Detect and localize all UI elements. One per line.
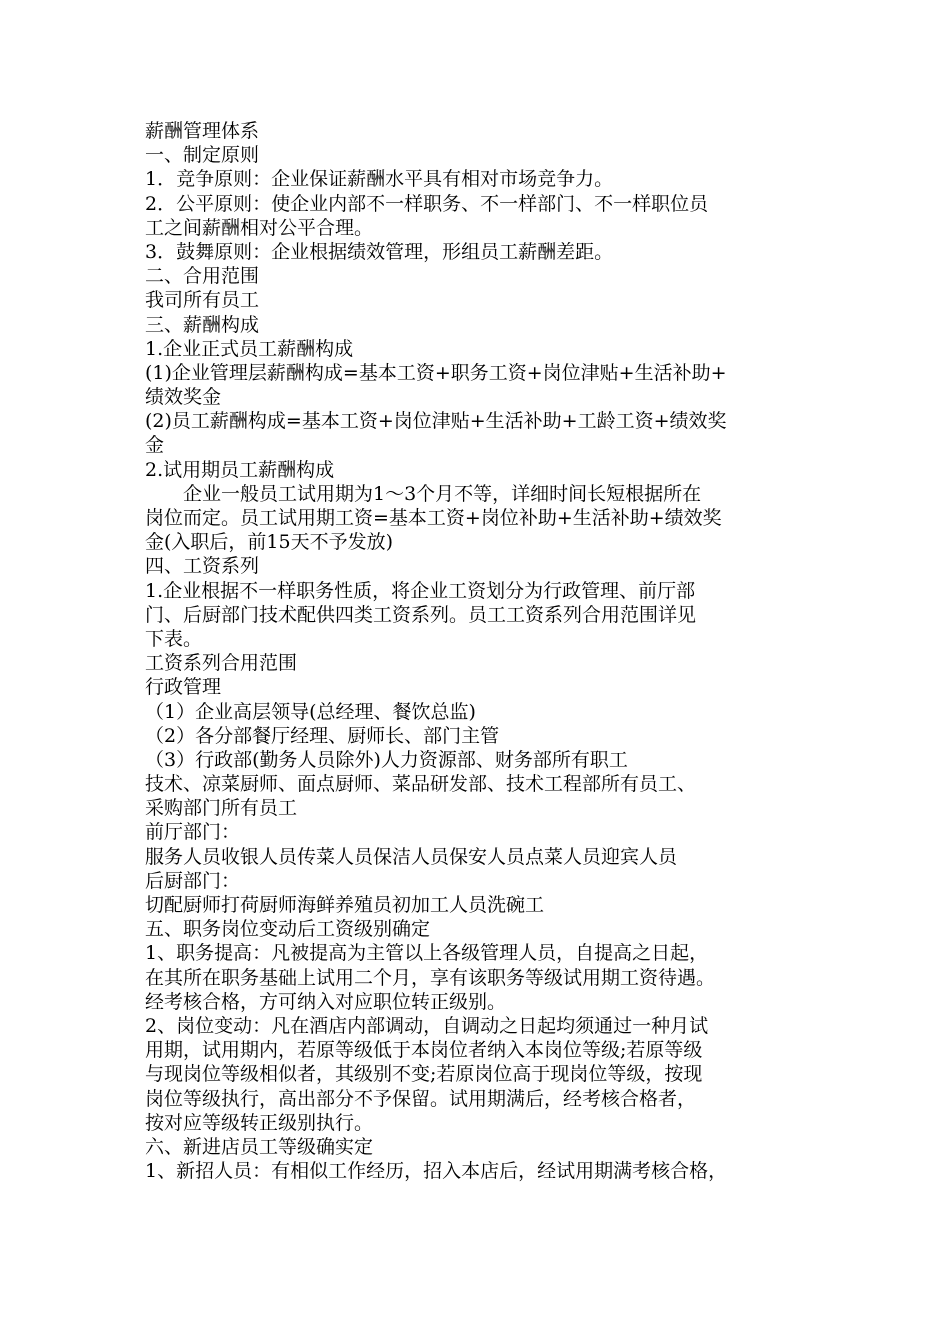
text-line: （2）各分部餐厅经理、厨师长、部门主管 (145, 724, 500, 747)
text-line: 按对应等级转正级别执行。 (145, 1111, 374, 1134)
section-heading: 三、薪酬构成 (145, 313, 260, 336)
text-line: （1）企业高层领导(总经理、餐饮总监) (145, 700, 476, 723)
text-line: (2)员工薪酬构成=基本工资+岗位津贴+生活补助+工龄工资+绩效奖 (145, 410, 727, 433)
text-line: 1．竞争原则：企业保证薪酬水平具有相对市场竞争力。 (145, 168, 614, 191)
section-heading: 六、新进店员工等级确实定 (145, 1135, 374, 1158)
text-line: 3．鼓舞原则：企业根据绩效管理，形组员工薪酬差距。 (145, 240, 614, 263)
text-line: 2．公平原则：使企业内部不一样职务、不一样部门、不一样职位员 (145, 192, 709, 215)
text-line: 前厅部门： (145, 821, 241, 844)
section-heading: 五、职务岗位变动后工资级别确定 (145, 918, 431, 941)
text-line: 后厨部门： (145, 869, 241, 892)
text-line: 工之间薪酬相对公平合理。 (145, 216, 374, 239)
text-line: 工资系列合用范围 (145, 652, 298, 675)
document-body (145, 119, 835, 1183)
text-line: 与现岗位等级相似者，其级别不变;若原岗位高于现岗位等级，按现 (145, 1063, 703, 1086)
section-heading: 一、制定原则 (145, 144, 260, 167)
text-line: 服务人员收银人员传菜人员保洁人员保安人员点菜人员迎宾人员 (145, 845, 678, 868)
text-line: 1.企业正式员工薪酬构成 (145, 337, 354, 360)
text-line: 切配厨师打荷厨师海鲜养殖员初加工人员洗碗工 (145, 894, 545, 916)
text-line: （3）行政部(勤务人员除外)人力资源部、财务部所有职工 (145, 748, 628, 771)
text-line: 金(入职后，前15天不予发放) (145, 531, 394, 554)
text-line: 行政管理 (145, 676, 222, 699)
text-line: 采购部门所有员工 (145, 797, 298, 820)
text-line: 1.企业根据不一样职务性质，将企业工资划分为行政管理、前厅部 (145, 579, 696, 602)
text-line: 岗位而定。员工试用期工资=基本工资+岗位补助+生活补助+绩效奖 (145, 507, 722, 529)
text-line: 2.试用期员工薪酬构成 (145, 458, 335, 481)
section-heading: 四、工资系列 (145, 555, 260, 578)
text-line: 金 (145, 434, 165, 457)
text-line: 绩效奖金 (145, 386, 222, 409)
text-line: 经考核合格，方可纳入对应职位转正级别。 (145, 990, 507, 1013)
text-line: 在其所在职务基础上试用二个月，享有该职务等级试用期工资待遇。 (145, 966, 716, 989)
text-line: 下表。 (145, 627, 203, 650)
text-line: 门、后厨部门技术配供四类工资系列。员工工资系列合用范围详见 (145, 603, 697, 626)
text-line: 1、新招人员：有相似工作经历，招入本店后，经试用期满考核合格， (145, 1160, 728, 1183)
text-line: 我司所有员工 (145, 289, 260, 312)
section-heading: 二、合用范围 (145, 265, 260, 288)
text-line: (1)企业管理层薪酬构成=基本工资+职务工资+岗位津贴+生活补助+ (145, 361, 727, 384)
text-line: 2、岗位变动：凡在酒店内部调动，自调动之日起均须通过一种月试 (145, 1014, 709, 1037)
text-line: 企业一般员工试用期为1～3个月不等，详细时间长短根据所在 (183, 482, 702, 505)
text-line: 技术、凉菜厨师、面点厨师、菜品研发部、技术工程部所有员工、 (145, 773, 697, 796)
document-title: 薪酬管理体系 (145, 120, 260, 142)
text-line: 用期，试用期内，若原等级低于本岗位者纳入本岗位等级;若原等级 (145, 1039, 703, 1062)
text-line: 岗位等级执行，高出部分不予保留。试用期满后，经考核合格者， (145, 1087, 697, 1110)
text-line: 1、职务提高：凡被提高为主管以上各级管理人员，自提高之日起， (145, 942, 709, 965)
